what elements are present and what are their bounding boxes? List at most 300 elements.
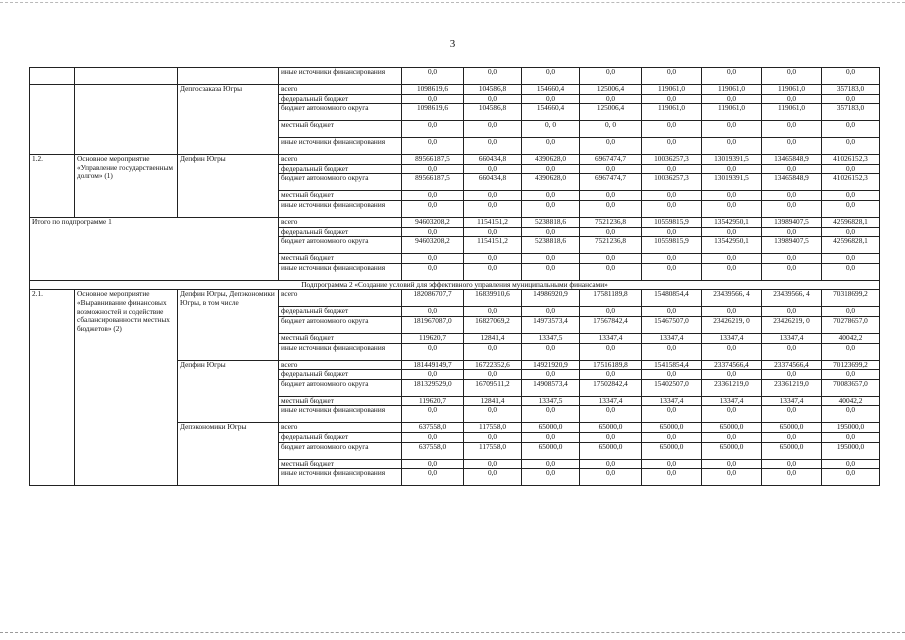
amount-cell: 0,0 (642, 164, 702, 174)
amount-cell: 13465848,9 (762, 174, 822, 191)
amount-cell: 14921920,9 (522, 360, 580, 370)
amount-cell: 0,0 (402, 307, 464, 317)
executor-name: Депфин Югры (178, 360, 279, 423)
amount-cell: 0,0 (580, 200, 642, 217)
amount-cell: 0,0 (762, 370, 822, 380)
amount-cell: 0,0 (522, 191, 580, 201)
amount-cell: 0,0 (402, 370, 464, 380)
amount-cell: 0,0 (402, 121, 464, 138)
funding-source: бюджет автономного округа (279, 174, 402, 191)
item-number: 2.1. (30, 290, 75, 486)
amount-cell: 637558,0 (402, 423, 464, 433)
amount-cell: 0,0 (822, 94, 880, 104)
amount-cell: 15467507,0 (642, 316, 702, 333)
amount-cell: 23426219, 0 (702, 316, 762, 333)
amount-cell: 0,0 (822, 469, 880, 486)
amount-cell: 65000,0 (762, 442, 822, 459)
amount-cell: 23361219,0 (702, 379, 762, 396)
amount-cell: 0,0 (762, 94, 822, 104)
amount-cell: 0,0 (762, 200, 822, 217)
amount-cell: 14908573,4 (522, 379, 580, 396)
amount-cell: 0,0 (464, 191, 522, 201)
amount-cell: 0,0 (402, 254, 464, 264)
amount-cell: 0,0 (522, 469, 580, 486)
amount-cell: 23374566,4 (702, 360, 762, 370)
amount-cell: 0,0 (402, 94, 464, 104)
amount-cell: 0,0 (702, 343, 762, 360)
amount-cell: 17581189,8 (580, 290, 642, 307)
amount-cell: 0,0 (642, 370, 702, 380)
amount-cell: 0,0 (762, 263, 822, 280)
amount-cell: 0,0 (822, 343, 880, 360)
funding-source: всего (279, 290, 402, 307)
event-name (75, 85, 178, 155)
amount-cell: 13347,5 (522, 396, 580, 406)
amount-cell: 0,0 (522, 164, 580, 174)
amount-cell: 117558,0 (464, 423, 522, 433)
amount-cell: 0,0 (464, 121, 522, 138)
funding-source: федеральный бюджет (279, 307, 402, 317)
amount-cell: 0,0 (522, 227, 580, 237)
amount-cell: 0,0 (702, 263, 762, 280)
funding-source: федеральный бюджет (279, 164, 402, 174)
amount-cell: 0,0 (822, 121, 880, 138)
amount-cell: 13989407,5 (762, 217, 822, 227)
amount-cell: 0, 0 (580, 121, 642, 138)
amount-cell: 0,0 (762, 164, 822, 174)
amount-cell: 23426219, 0 (762, 316, 822, 333)
funding-source: иные источники финансирования (279, 406, 402, 423)
scan-edge-top (0, 2, 905, 5)
amount-cell: 17516189,8 (580, 360, 642, 370)
amount-cell: 0,0 (642, 227, 702, 237)
amount-cell: 65000,0 (642, 423, 702, 433)
amount-cell: 0,0 (522, 432, 580, 442)
funding-source: местный бюджет (279, 191, 402, 201)
amount-cell: 0,0 (464, 138, 522, 155)
funding-source: всего (279, 217, 402, 227)
executor-name: Депфин Югры, Депэкономики Югры, в том числе (178, 290, 279, 360)
amount-cell: 0,0 (822, 200, 880, 217)
amount-cell: 0,0 (580, 459, 642, 469)
amount-cell: 0,0 (522, 254, 580, 264)
funding-source: местный бюджет (279, 396, 402, 406)
amount-cell: 65000,0 (702, 442, 762, 459)
scan-edge-bottom (0, 632, 905, 635)
amount-cell: 0,0 (464, 432, 522, 442)
amount-cell: 89566187,5 (402, 155, 464, 165)
funding-source: всего (279, 423, 402, 433)
table-row (30, 290, 880, 307)
amount-cell: 40042,2 (822, 396, 880, 406)
amount-cell: 0,0 (402, 138, 464, 155)
amount-cell: 15480854,4 (642, 290, 702, 307)
amount-cell: 637558,0 (402, 442, 464, 459)
amount-cell: 0,0 (702, 469, 762, 486)
amount-cell: 65000,0 (642, 442, 702, 459)
amount-cell: 0,0 (702, 254, 762, 264)
amount-cell: 23374566,4 (762, 360, 822, 370)
amount-cell: 0,0 (702, 94, 762, 104)
amount-cell: 0,0 (642, 406, 702, 423)
amount-cell: 181449149,7 (402, 360, 464, 370)
amount-cell: 0,0 (762, 406, 822, 423)
amount-cell: 0,0 (464, 254, 522, 264)
funding-source: иные источники финансирования (279, 469, 402, 486)
amount-cell: 0,0 (642, 307, 702, 317)
amount-cell: 0,0 (464, 406, 522, 423)
amount-cell: 0,0 (822, 191, 880, 201)
funding-source: иные источники финансирования (279, 200, 402, 217)
amount-cell: 0,0 (580, 263, 642, 280)
amount-cell: 13347,4 (762, 396, 822, 406)
amount-cell: 1098619,6 (402, 104, 464, 121)
amount-cell: 0,0 (580, 254, 642, 264)
table-row (30, 217, 880, 227)
amount-cell: 117558,0 (464, 442, 522, 459)
amount-cell: 13347,4 (762, 333, 822, 343)
amount-cell: 0,0 (822, 254, 880, 264)
amount-cell: 13989407,5 (762, 237, 822, 254)
amount-cell: 0,0 (822, 459, 880, 469)
executor-name: Депэкономики Югры (178, 423, 279, 486)
amount-cell: 10559815,9 (642, 217, 702, 227)
amount-cell: 0,0 (402, 406, 464, 423)
item-number (30, 85, 75, 155)
amount-cell: 13542950,1 (702, 237, 762, 254)
amount-cell: 0,0 (702, 121, 762, 138)
amount-cell: 23439566, 4 (762, 290, 822, 307)
amount-cell: 12841,4 (464, 333, 522, 343)
amount-cell: 7521236,8 (580, 217, 642, 227)
amount-cell: 0,0 (464, 469, 522, 486)
amount-cell: 0,0 (642, 68, 702, 85)
item-number (30, 68, 75, 85)
subprogram-total-label: Итого по подпрограмме 1 (30, 217, 279, 280)
amount-cell: 41026152,3 (822, 174, 880, 191)
amount-cell: 660434,8 (464, 174, 522, 191)
amount-cell: 0,0 (580, 138, 642, 155)
amount-cell: 181329529,0 (402, 379, 464, 396)
amount-cell: 0,0 (762, 191, 822, 201)
amount-cell: 0,0 (762, 343, 822, 360)
amount-cell: 1098619,6 (402, 85, 464, 95)
amount-cell: 0,0 (702, 191, 762, 201)
amount-cell: 0,0 (702, 370, 762, 380)
amount-cell: 0,0 (522, 307, 580, 317)
table-row (30, 68, 880, 85)
funding-source: иные источники финансирования (279, 68, 402, 85)
amount-cell: 0,0 (402, 469, 464, 486)
page-number: 3 (449, 38, 456, 50)
executor-name (178, 68, 279, 85)
amount-cell: 0,0 (464, 94, 522, 104)
amount-cell: 13019391,5 (702, 174, 762, 191)
amount-cell: 0,0 (402, 227, 464, 237)
executor-name: Депгосзаказа Югры (178, 85, 279, 155)
table-row (30, 85, 880, 95)
amount-cell: 16839910,6 (464, 290, 522, 307)
amount-cell: 0,0 (642, 263, 702, 280)
amount-cell: 0,0 (580, 68, 642, 85)
amount-cell: 0,0 (580, 191, 642, 201)
amount-cell: 4390628,0 (522, 155, 580, 165)
amount-cell: 0,0 (522, 138, 580, 155)
funding-source: иные источники финансирования (279, 263, 402, 280)
amount-cell: 119061,0 (642, 104, 702, 121)
subprogram-title: Подпрограмма 2 «Создание условий для эффективного управления муниципальными финансами» (30, 280, 880, 290)
amount-cell: 15415854,4 (642, 360, 702, 370)
funding-source: бюджет автономного округа (279, 442, 402, 459)
amount-cell: 0,0 (762, 68, 822, 85)
amount-cell: 0,0 (702, 164, 762, 174)
amount-cell: 10559815,9 (642, 237, 702, 254)
amount-cell: 1154151,2 (464, 217, 522, 227)
amount-cell: 0,0 (580, 469, 642, 486)
amount-cell: 357183,0 (822, 85, 880, 95)
amount-cell: 104586,8 (464, 104, 522, 121)
amount-cell: 0,0 (702, 227, 762, 237)
executor-name: Депфин Югры (178, 155, 279, 218)
amount-cell: 41026152,3 (822, 155, 880, 165)
amount-cell: 0,0 (402, 263, 464, 280)
amount-cell: 94603208,2 (402, 237, 464, 254)
amount-cell: 357183,0 (822, 104, 880, 121)
amount-cell: 0,0 (522, 370, 580, 380)
amount-cell: 0,0 (522, 263, 580, 280)
amount-cell: 0,0 (762, 469, 822, 486)
event-name: Основное мероприятие «Выравнивание финансовых возможностей и содействие сбалансированности местных бюджетов» (2) (75, 290, 178, 486)
amount-cell: 0,0 (522, 68, 580, 85)
amount-cell: 154660,4 (522, 85, 580, 95)
amount-cell: 13347,4 (702, 333, 762, 343)
amount-cell: 0,0 (580, 164, 642, 174)
amount-cell: 89566187,5 (402, 174, 464, 191)
amount-cell: 0,0 (464, 370, 522, 380)
item-number: 1.2. (30, 155, 75, 218)
funding-source: бюджет автономного округа (279, 104, 402, 121)
amount-cell: 14986920,9 (522, 290, 580, 307)
amount-cell: 40042,2 (822, 333, 880, 343)
amount-cell: 13542950,1 (702, 217, 762, 227)
amount-cell: 0,0 (702, 406, 762, 423)
amount-cell: 0,0 (464, 164, 522, 174)
amount-cell: 7521236,8 (580, 237, 642, 254)
amount-cell: 13347,5 (522, 333, 580, 343)
amount-cell: 0,0 (464, 343, 522, 360)
amount-cell: 0,0 (464, 459, 522, 469)
amount-cell: 0,0 (822, 370, 880, 380)
amount-cell: 119061,0 (702, 85, 762, 95)
amount-cell: 0,0 (702, 432, 762, 442)
amount-cell: 0,0 (642, 459, 702, 469)
amount-cell: 0,0 (762, 432, 822, 442)
amount-cell: 182086707,7 (402, 290, 464, 307)
amount-cell: 5238818,6 (522, 217, 580, 227)
funding-table (29, 67, 880, 486)
amount-cell: 0,0 (822, 432, 880, 442)
amount-cell: 119620,7 (402, 333, 464, 343)
amount-cell: 125006,4 (580, 104, 642, 121)
amount-cell: 14973573,4 (522, 316, 580, 333)
amount-cell: 42596828,1 (822, 237, 880, 254)
funding-source: местный бюджет (279, 254, 402, 264)
amount-cell: 0,0 (702, 68, 762, 85)
table-row (30, 155, 880, 165)
amount-cell: 181967087,0 (402, 316, 464, 333)
amount-cell: 0,0 (822, 68, 880, 85)
amount-cell: 0,0 (702, 138, 762, 155)
amount-cell: 119061,0 (762, 104, 822, 121)
amount-cell: 119061,0 (762, 85, 822, 95)
amount-cell: 0,0 (822, 406, 880, 423)
funding-source: федеральный бюджет (279, 227, 402, 237)
funding-source: всего (279, 360, 402, 370)
amount-cell: 13347,4 (580, 396, 642, 406)
funding-source: всего (279, 85, 402, 95)
amount-cell: 12841,4 (464, 396, 522, 406)
amount-cell: 0,0 (580, 406, 642, 423)
amount-cell: 10036257,3 (642, 174, 702, 191)
amount-cell: 70083657,0 (822, 379, 880, 396)
amount-cell: 0,0 (580, 307, 642, 317)
amount-cell: 65000,0 (702, 423, 762, 433)
amount-cell: 10036257,3 (642, 155, 702, 165)
amount-cell: 0,0 (642, 469, 702, 486)
amount-cell: 0,0 (762, 121, 822, 138)
amount-cell: 0,0 (402, 459, 464, 469)
amount-cell: 70318699,2 (822, 290, 880, 307)
amount-cell: 0,0 (642, 200, 702, 217)
amount-cell: 17502842,4 (580, 379, 642, 396)
amount-cell: 0,0 (642, 138, 702, 155)
amount-cell: 65000,0 (580, 442, 642, 459)
amount-cell: 65000,0 (522, 442, 580, 459)
amount-cell: 94603208,2 (402, 217, 464, 227)
amount-cell: 6967474,7 (580, 174, 642, 191)
event-name: Основное мероприятие «Управление государственным долгом» (1) (75, 155, 178, 218)
amount-cell: 65000,0 (522, 423, 580, 433)
amount-cell: 0,0 (702, 200, 762, 217)
amount-cell: 0,0 (762, 254, 822, 264)
event-name (75, 68, 178, 85)
amount-cell: 125006,4 (580, 85, 642, 95)
amount-cell: 119061,0 (642, 85, 702, 95)
funding-source: местный бюджет (279, 121, 402, 138)
amount-cell: 13347,4 (642, 333, 702, 343)
funding-source: иные источники финансирования (279, 343, 402, 360)
amount-cell: 65000,0 (580, 423, 642, 433)
amount-cell: 0,0 (580, 94, 642, 104)
amount-cell: 0,0 (822, 138, 880, 155)
amount-cell: 0,0 (822, 307, 880, 317)
amount-cell: 23439566, 4 (702, 290, 762, 307)
amount-cell: 0,0 (464, 307, 522, 317)
amount-cell: 0,0 (702, 459, 762, 469)
funding-source: местный бюджет (279, 333, 402, 343)
amount-cell: 16827069,2 (464, 316, 522, 333)
amount-cell: 65000,0 (762, 423, 822, 433)
amount-cell: 13347,4 (642, 396, 702, 406)
amount-cell: 16709511,2 (464, 379, 522, 396)
amount-cell: 0,0 (642, 254, 702, 264)
amount-cell: 0,0 (522, 459, 580, 469)
amount-cell: 0,0 (402, 191, 464, 201)
amount-cell: 0,0 (822, 263, 880, 280)
funding-source: всего (279, 155, 402, 165)
amount-cell: 0,0 (402, 200, 464, 217)
amount-cell: 0,0 (642, 432, 702, 442)
amount-cell: 16722352,6 (464, 360, 522, 370)
amount-cell: 6967474,7 (580, 155, 642, 165)
amount-cell: 0,0 (580, 343, 642, 360)
amount-cell: 13019391,5 (702, 155, 762, 165)
amount-cell: 0,0 (762, 138, 822, 155)
funding-source: бюджет автономного округа (279, 237, 402, 254)
amount-cell: 0,0 (822, 164, 880, 174)
funding-source: бюджет автономного округа (279, 316, 402, 333)
amount-cell: 0,0 (464, 263, 522, 280)
amount-cell: 0,0 (464, 68, 522, 85)
amount-cell: 104586,8 (464, 85, 522, 95)
amount-cell: 1154151,2 (464, 237, 522, 254)
amount-cell: 0,0 (702, 307, 762, 317)
amount-cell: 0,0 (522, 200, 580, 217)
amount-cell: 13347,4 (580, 333, 642, 343)
amount-cell: 195000,0 (822, 423, 880, 433)
funding-source: федеральный бюджет (279, 370, 402, 380)
amount-cell: 0,0 (464, 200, 522, 217)
amount-cell: 70278657,0 (822, 316, 880, 333)
amount-cell: 0,0 (642, 121, 702, 138)
amount-cell: 119620,7 (402, 396, 464, 406)
funding-source: иные источники финансирования (279, 138, 402, 155)
amount-cell: 154660,4 (522, 104, 580, 121)
amount-cell: 0,0 (522, 406, 580, 423)
amount-cell: 17567842,4 (580, 316, 642, 333)
amount-cell: 0,0 (402, 164, 464, 174)
amount-cell: 0,0 (580, 227, 642, 237)
amount-cell: 0,0 (762, 459, 822, 469)
amount-cell: 119061,0 (702, 104, 762, 121)
amount-cell: 0,0 (402, 343, 464, 360)
amount-cell: 23361219,0 (762, 379, 822, 396)
amount-cell: 0,0 (522, 343, 580, 360)
amount-cell: 0,0 (464, 227, 522, 237)
amount-cell: 13465848,9 (762, 155, 822, 165)
funding-source: местный бюджет (279, 459, 402, 469)
amount-cell: 0,0 (762, 227, 822, 237)
amount-cell: 70123699,2 (822, 360, 880, 370)
amount-cell: 42596828,1 (822, 217, 880, 227)
amount-cell: 5238818,6 (522, 237, 580, 254)
amount-cell: 0,0 (402, 432, 464, 442)
amount-cell: 660434,8 (464, 155, 522, 165)
amount-cell: 0,0 (580, 370, 642, 380)
amount-cell: 13347,4 (702, 396, 762, 406)
amount-cell: 0,0 (522, 94, 580, 104)
amount-cell: 15402507,0 (642, 379, 702, 396)
funding-source: федеральный бюджет (279, 94, 402, 104)
amount-cell: 195000,0 (822, 442, 880, 459)
funding-source: бюджет автономного округа (279, 379, 402, 396)
table-row (30, 280, 880, 290)
amount-cell: 0, 0 (522, 121, 580, 138)
amount-cell: 4390628,0 (522, 174, 580, 191)
amount-cell: 0,0 (762, 307, 822, 317)
amount-cell: 0,0 (402, 68, 464, 85)
amount-cell: 0,0 (642, 94, 702, 104)
